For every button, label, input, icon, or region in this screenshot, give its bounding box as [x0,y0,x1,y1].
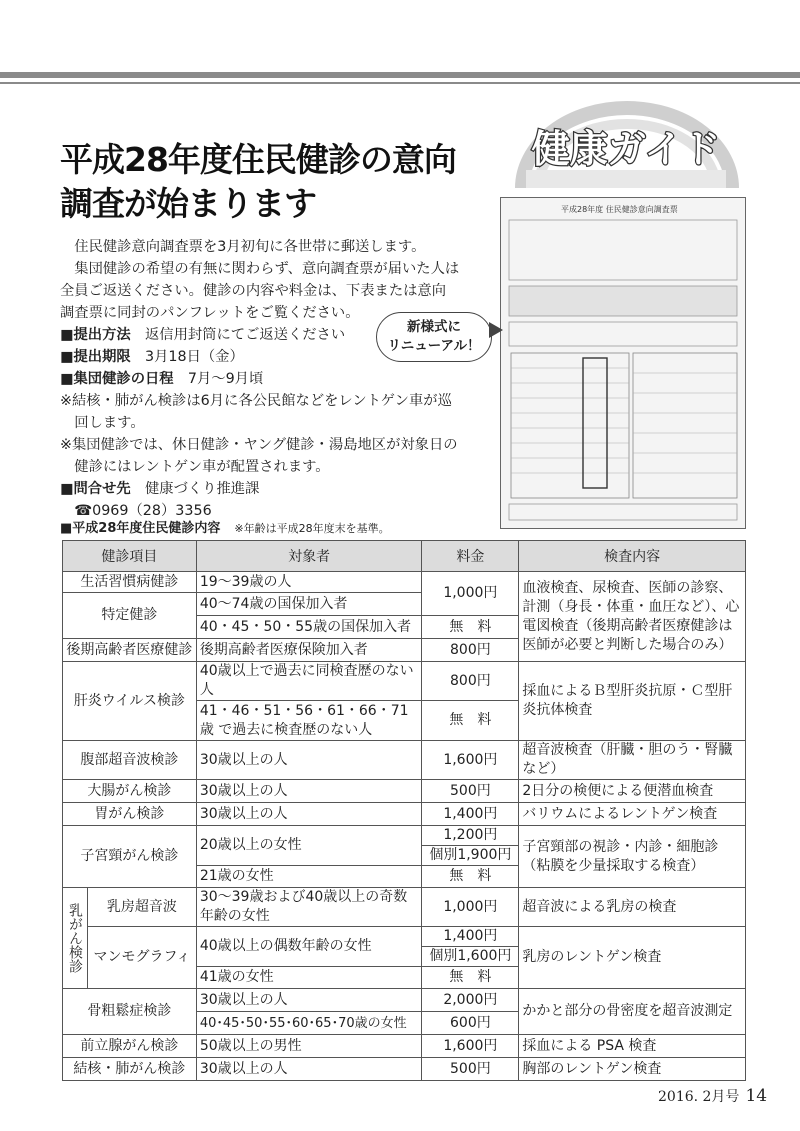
bubble-line-1: 新様式に [407,319,461,335]
target-cell: 40･45･50･55･60･65･70歳の女性 [196,1012,422,1035]
fee-cell: 無 料 [422,616,519,639]
target-cell: 30歳以上の人 [196,780,422,803]
content-cell: 血液検査、尿検査、医師の診察、計測（身長・体重・血圧など）、心電図検査（後期高齢者医療健診は医師が必要と判断した場合のみ） [519,572,746,662]
checkup-table [62,540,746,1081]
item-cell: 後期高齢者医療健診 [63,639,197,662]
target-cell: 40歳以上で過去に同検査歴のない人 [196,662,422,701]
info-schedule [60,368,460,390]
item-cell: 肝炎ウイルス検診 [63,662,197,741]
fee-cell: 800円 [422,639,519,662]
target-cell: 30歳以上の人 [196,1058,422,1081]
content-cell: 超音波による乳房の検査 [519,888,746,927]
target-cell: 19～39歳の人 [196,572,422,593]
content-cell: 採血による PSA 検査 [519,1035,746,1058]
fee-cell: 600円 [422,1012,519,1035]
fee-cell: 1,000円 [422,572,519,616]
info-value: 7月～9月頃 [187,371,264,387]
content-cell: 胸部のレントゲン検査 [519,1058,746,1081]
survey-form-image [500,197,746,529]
header-rule-thin [0,82,800,84]
fee-cell: 500円 [422,780,519,803]
target-cell: 30歳以上の人 [196,741,422,780]
item-cell: 腹部超音波検診 [63,741,197,780]
header-target: 対象者 [196,541,422,572]
target-cell: 30歳以上の人 [196,803,422,826]
item-cell: 子宮頸がん検診 [63,826,197,888]
contact-label: ■問合せ先 [60,481,131,497]
target-cell: 40歳以上の偶数年齢の女性 [196,927,422,967]
content-cell: 超音波検査（肝臓・胆のう・腎臓など） [519,741,746,780]
content-cell: 採血によるＢ型肝炎抗原・Ｃ型肝炎抗体検査 [519,662,746,741]
item-cell: 前立腺がん検診 [63,1035,197,1058]
survey-form-title: 平成28年度 住民健診意向調査票 [561,205,678,214]
target-cell: 後期高齢者医療保険加入者 [196,639,422,662]
fee-cell: 1,600円 [422,1035,519,1058]
table-row [63,989,746,1012]
table-row [63,803,746,826]
health-guide-logo [512,100,742,190]
info-value: 返信用封筒にてご返送ください [145,327,346,343]
target-cell: 50歳以上の男性 [196,1035,422,1058]
fee-cell: 2,000円 [422,989,519,1012]
breast-group-cell: 乳がん検診 [63,888,88,989]
item-cell: 骨粗鬆症検診 [63,989,197,1035]
bubble-line-2: リニューアル！ [387,338,481,354]
item-cell: 生活習慣病健診 [63,572,197,593]
fee-cell: 無 料 [422,701,519,741]
table-row [63,1058,746,1081]
target-cell: 21歳の女性 [196,866,422,888]
note-group-checkup: ※集団健診では、休日健診・ヤング健診・湯島地区が対象日の健診にはレントゲン車が配置されます。 [60,437,458,475]
table-row [63,572,746,593]
page-footer [658,1086,767,1106]
target-cell: 41・46・51・56・61・66・71歳 で過去に検査歴のない人 [196,701,422,741]
contact-value: 健康づくり推進課 [145,481,260,497]
item-cell: 胃がん検診 [63,803,197,826]
target-cell: 30歳以上の人 [196,989,422,1012]
table-row [63,741,746,780]
table-caption-note: ※年齢は平成28年度末を基準。 [234,522,390,535]
health-guide-label: 健康ガイド [531,127,721,171]
content-cell: 乳房のレントゲン検査 [519,927,746,989]
table-row [63,927,746,947]
info-label: ■集団健診の日程 [60,371,174,387]
issue-label: 2016. 2月号 [658,1089,740,1105]
target-cell: 20歳以上の女性 [196,826,422,866]
table-row [63,826,746,846]
fee-cell: 1,400円 [422,803,519,826]
table-caption-title: ■平成28年度住民健診内容 [60,521,221,536]
table-row [63,662,746,701]
contact-phone: ☎0969（28）3356 [74,503,212,519]
table-caption [60,517,390,536]
fee-cell: 1,600円 [422,741,519,780]
page-title [60,138,500,226]
fee-cell: 800円 [422,662,519,701]
fee-cell: 1,200円 [422,826,519,846]
item-cell: 特定健診 [63,593,197,639]
fee-cell: 個別1,600円 [422,947,519,967]
table-row [63,1035,746,1058]
item-cell: マンモグラフィ [87,927,196,989]
speech-bubble [376,312,492,362]
info-label: ■提出方法 [60,327,131,343]
table-row [63,888,746,927]
fee-cell: 1,400円 [422,927,519,947]
target-cell: 40～74歳の国保加入者 [196,593,422,616]
header-content: 検査内容 [519,541,746,572]
page-number: 14 [745,1086,768,1106]
info-value: 3月18日（金） [145,349,244,365]
header-fee: 料金 [422,541,519,572]
speech-bubble-tail [489,322,503,338]
fee-cell: 無 料 [422,866,519,888]
title-line-2: 調査が始まります [60,184,316,223]
table-header-row [63,541,746,572]
item-cell: 大腸がん検診 [63,780,197,803]
content-cell: 2日分の検便による便潜血検査 [519,780,746,803]
header-rule-thick [0,72,800,78]
intro-paragraph-1: 住民健診意向調査票を3月初旬に各世帯に郵送します。 [74,239,426,255]
contact [60,478,460,500]
target-cell: 30～39歳および40歳以上の奇数年齢の女性 [196,888,422,927]
content-cell: バリウムによるレントゲン検査 [519,803,746,826]
note-tb-lung: ※結核・肺がん検診は6月に各公民館などをレントゲン車が巡回します。 [60,393,452,431]
title-line-1: 平成28年度住民健診の意向 [60,140,456,179]
fee-cell: 無 料 [422,967,519,989]
header-item: 健診項目 [63,541,197,572]
info-label: ■提出期限 [60,349,131,365]
fee-cell: 500円 [422,1058,519,1081]
target-cell: 40・45・50・55歳の国保加入者 [196,616,422,639]
content-cell: かかと部分の骨密度を超音波測定 [519,989,746,1035]
fee-cell: 個別1,900円 [422,846,519,866]
content-cell: 子宮頸部の視診・内診・細胞診（粘膜を少量採取する検査） [519,826,746,888]
intro-paragraph-2: 集団健診の希望の有無に関わらず、意向調査票が届いた人は全員ご返送ください。健診の内容や料金は、下表または意向調査票に同封のパンフレットをご覧ください。 [60,261,460,321]
item-cell: 結核・肺がん検診 [63,1058,197,1081]
intro-text [60,236,460,522]
fee-cell: 1,000円 [422,888,519,927]
table-row [63,780,746,803]
survey-form-sketch [501,198,745,528]
item-cell: 乳房超音波 [87,888,196,927]
target-cell: 41歳の女性 [196,967,422,989]
